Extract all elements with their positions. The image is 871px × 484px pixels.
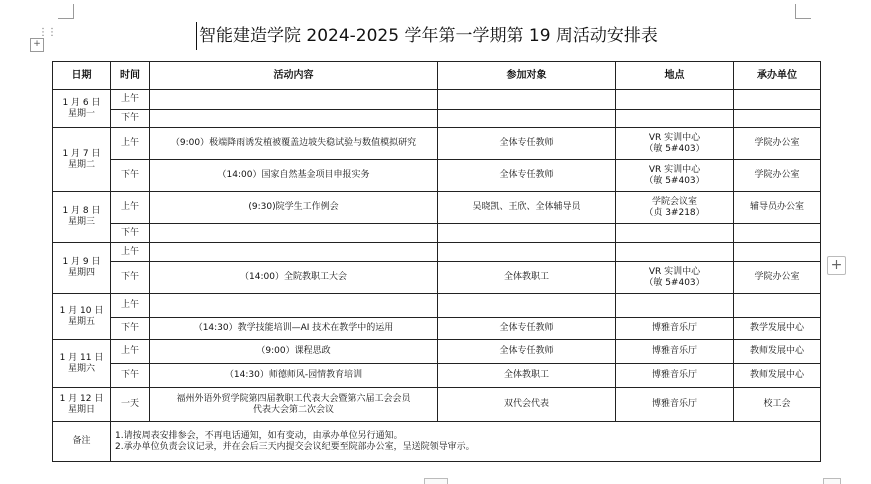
location-cell: 学院会议室 （贞 3#218） — [616, 192, 734, 224]
content-cell — [150, 90, 438, 110]
header-content: 活动内容 — [150, 62, 438, 90]
date-cell: 1 月 12 日 星期日 — [53, 388, 111, 422]
table-row — [53, 262, 821, 294]
attendees-cell: 全体教职工 — [438, 262, 616, 294]
add-row-button[interactable]: + — [827, 256, 846, 275]
organizer-cell: 教师发展中心 — [734, 340, 821, 364]
time-cell: 上午 — [111, 294, 150, 318]
attendees-cell: 吴晓凯、王欣、全体辅导员 — [438, 192, 616, 224]
attendees-cell — [438, 90, 616, 110]
table-row — [53, 160, 821, 192]
crop-mark-top-right-v — [795, 4, 796, 19]
time-cell: 下午 — [111, 224, 150, 243]
time-cell: 下午 — [111, 110, 150, 128]
content-cell — [150, 110, 438, 128]
table-row — [53, 364, 821, 388]
time-cell: 下午 — [111, 262, 150, 294]
date-cell: 1 月 11 日 星期六 — [53, 340, 111, 388]
organizer-cell: 学院办公室 — [734, 160, 821, 192]
notes-row — [53, 422, 821, 462]
crop-mark-top-left-v — [73, 4, 74, 19]
organizer-cell: 辅导员办公室 — [734, 192, 821, 224]
organizer-cell: 学院办公室 — [734, 128, 821, 160]
attendees-cell: 全体专任教师 — [438, 318, 616, 340]
attendees-cell — [438, 243, 616, 262]
header-location: 地点 — [616, 62, 734, 90]
content-cell: (9:30)院学生工作例会 — [150, 192, 438, 224]
attendees-cell — [438, 224, 616, 243]
location-cell — [616, 243, 734, 262]
date-cell: 1 月 7 日 星期二 — [53, 128, 111, 192]
time-cell: 下午 — [111, 318, 150, 340]
time-cell: 上午 — [111, 128, 150, 160]
content-cell: （14:00）国家自然基金项目申报实务 — [150, 160, 438, 192]
table-move-icon[interactable]: + — [30, 38, 44, 52]
content-cell: （14:30）教学技能培训—AI 技术在教学中的运用 — [150, 318, 438, 340]
header-time: 时间 — [111, 62, 150, 90]
organizer-cell — [734, 243, 821, 262]
table-row — [53, 318, 821, 340]
organizer-cell — [734, 110, 821, 128]
table-row — [53, 243, 821, 262]
attendees-cell: 全体专任教师 — [438, 128, 616, 160]
content-cell: （9:00）课程思政 — [150, 340, 438, 364]
time-cell: 一天 — [111, 388, 150, 422]
organizer-cell: 校工会 — [734, 388, 821, 422]
time-cell: 上午 — [111, 340, 150, 364]
time-cell: 上午 — [111, 192, 150, 224]
location-cell: 博雅音乐厅 — [616, 364, 734, 388]
schedule-table — [52, 61, 821, 462]
time-cell: 下午 — [111, 364, 150, 388]
organizer-cell — [734, 294, 821, 318]
location-cell: VR 实训中心 （敏 5#403） — [616, 128, 734, 160]
attendees-cell: 全体专任教师 — [438, 160, 616, 192]
drag-handle-icon[interactable]: ⋮⋮ — [38, 27, 56, 38]
table-row — [53, 224, 821, 243]
crop-mark-top-right-h — [796, 18, 811, 19]
location-cell: 博雅音乐厅 — [616, 318, 734, 340]
location-cell — [616, 224, 734, 243]
table-row — [53, 192, 821, 224]
attendees-cell — [438, 294, 616, 318]
content-cell: 福州外语外贸学院第四届教职工代表大会暨第六届工会会员 代表大会第二次会议 — [150, 388, 438, 422]
header-row — [53, 62, 821, 90]
content-cell — [150, 243, 438, 262]
time-cell: 上午 — [111, 90, 150, 110]
table-row — [53, 388, 821, 422]
note-line: 2.承办单位负责会议记录，并在会后三天内提交会议纪要至院部办公室，呈送院领导审示。 — [115, 441, 475, 452]
header-organizer: 承办单位 — [734, 62, 821, 90]
location-cell — [616, 90, 734, 110]
date-cell: 1 月 9 日 星期四 — [53, 243, 111, 294]
organizer-cell: 教师发展中心 — [734, 364, 821, 388]
attendees-cell — [438, 110, 616, 128]
organizer-cell — [734, 224, 821, 243]
date-cell: 1 月 8 日 星期三 — [53, 192, 111, 243]
table-row — [53, 90, 821, 110]
scroll-marker-right — [823, 478, 841, 484]
organizer-cell: 学院办公室 — [734, 262, 821, 294]
date-cell: 1 月 6 日 星期一 — [53, 90, 111, 128]
organizer-cell — [734, 90, 821, 110]
note-line: 1.请按周表安排参会，不再电话通知，如有变动，由承办单位另行通知。 — [115, 430, 403, 441]
location-cell — [616, 110, 734, 128]
table-row — [53, 128, 821, 160]
table-row — [53, 340, 821, 364]
content-cell — [150, 224, 438, 243]
location-cell: VR 实训中心 （敏 5#403） — [616, 160, 734, 192]
attendees-cell: 双代会代表 — [438, 388, 616, 422]
location-cell — [616, 294, 734, 318]
attendees-cell: 全体教职工 — [438, 364, 616, 388]
time-cell: 下午 — [111, 160, 150, 192]
table-row — [53, 294, 821, 318]
table-row — [53, 110, 821, 128]
location-cell: VR 实训中心 （敏 5#403） — [616, 262, 734, 294]
header-attendees: 参加对象 — [438, 62, 616, 90]
date-cell: 1 月 10 日 星期五 — [53, 294, 111, 340]
content-cell — [150, 294, 438, 318]
scroll-marker-left — [424, 478, 448, 484]
content-cell: （14:00）全院教职工大会 — [150, 262, 438, 294]
document-title[interactable]: 智能建造学院 2024-2025 学年第一学期第 19 周活动安排表 — [196, 22, 679, 50]
content-cell: （9:00）极端降雨诱发植被覆盖边坡失稳试验与数值模拟研究 — [150, 128, 438, 160]
organizer-cell: 教学发展中心 — [734, 318, 821, 340]
notes-label: 备注 — [53, 422, 111, 462]
content-cell: （14:30）师德师风-园情教育培训 — [150, 364, 438, 388]
attendees-cell: 全体专任教师 — [438, 340, 616, 364]
notes-content — [111, 422, 821, 462]
crop-mark-top-left-h — [58, 18, 73, 19]
time-cell: 上午 — [111, 243, 150, 262]
header-date: 日期 — [53, 62, 111, 90]
location-cell: 博雅音乐厅 — [616, 388, 734, 422]
location-cell: 博雅音乐厅 — [616, 340, 734, 364]
